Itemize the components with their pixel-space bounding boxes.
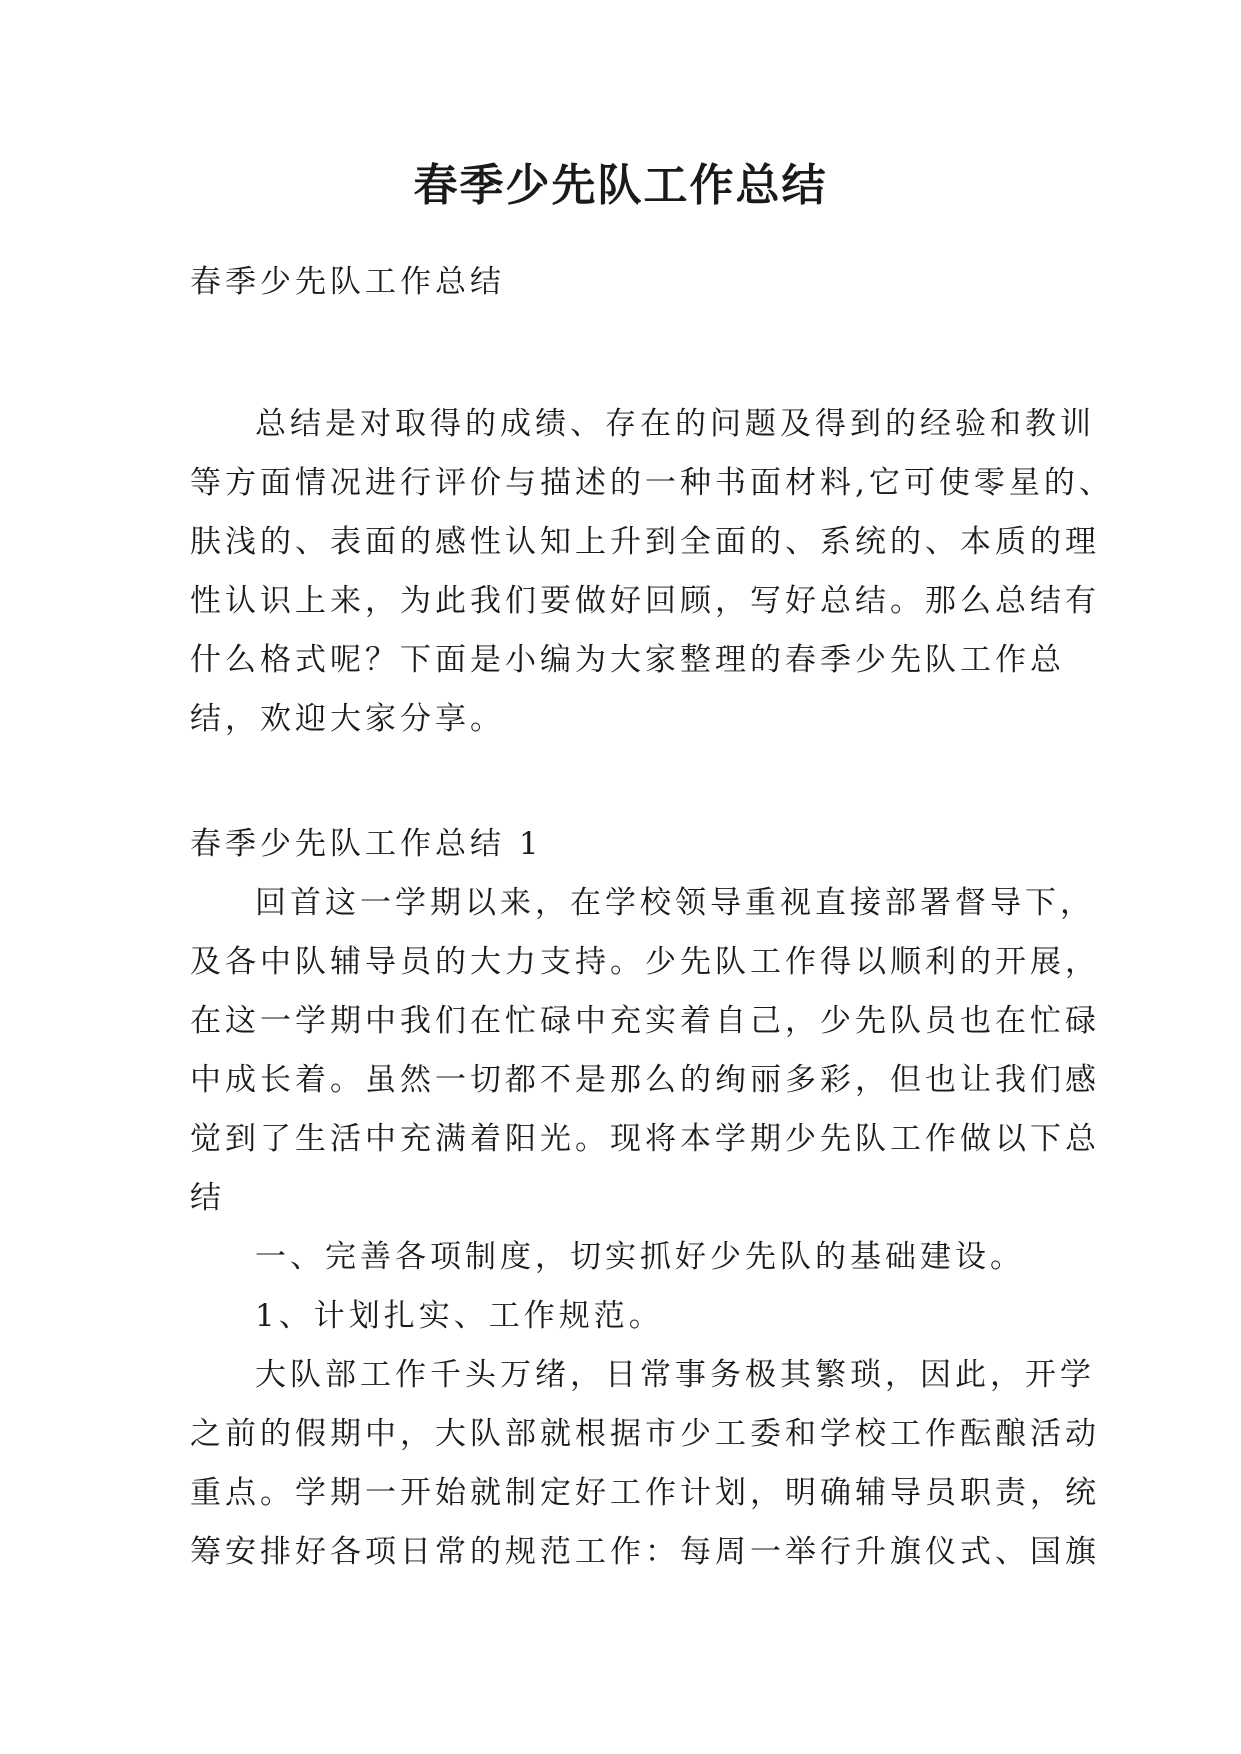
body-line: 觉到了生活中充满着阳光。现将本学期少先队工作做以下总 [190, 1121, 1100, 1157]
intro-line: 结，欢迎大家分享。 [190, 701, 505, 737]
body-line: 筹安排好各项日常的规范工作：每周一举行升旗仪式、国旗 [190, 1534, 1100, 1570]
document-subtitle: 春季少先队工作总结 [190, 264, 505, 300]
body-line: 在这一学期中我们在忙碌中充实着自己，少先队员也在忙碌 [190, 1003, 1100, 1039]
body-line: 及各中队辅导员的大力支持。少先队工作得以顺利的开展， [190, 944, 1100, 980]
body-line: 重点。学期一开始就制定好工作计划，明确辅导员职责，统 [190, 1475, 1100, 1511]
body-line: 之前的假期中，大队部就根据市少工委和学校工作酝酿活动 [190, 1416, 1100, 1452]
body-line: 中成长着。虽然一切都不是那么的绚丽多彩，但也让我们感 [190, 1062, 1100, 1098]
intro-line: 等方面情况进行评价与描述的一种书面材料,它可使零星的、 [190, 465, 1114, 501]
intro-line: 什么格式呢？下面是小编为大家整理的春季少先队工作总 [190, 642, 1065, 678]
intro-line: 肤浅的、表面的感性认知上升到全面的、系统的、本质的理 [190, 524, 1100, 560]
section-heading: 春季少先队工作总结 1 [190, 826, 543, 862]
body-subheading-line: 1、计划扎实、工作规范。 [255, 1298, 664, 1334]
body-heading-line: 一、完善各项制度，切实抓好少先队的基础建设。 [255, 1239, 1025, 1275]
body-line: 回首这一学期以来，在学校领导重视直接部署督导下， [255, 885, 1095, 921]
intro-line: 性认识上来，为此我们要做好回顾，写好总结。那么总结有 [190, 583, 1100, 619]
body-line: 大队部工作千头万绪，日常事务极其繁琐，因此，开学 [255, 1357, 1095, 1393]
intro-line: 总结是对取得的成绩、存在的问题及得到的经验和教训 [255, 406, 1095, 442]
body-line: 结 [190, 1180, 225, 1216]
document-title: 春季少先队工作总结 [413, 160, 828, 211]
